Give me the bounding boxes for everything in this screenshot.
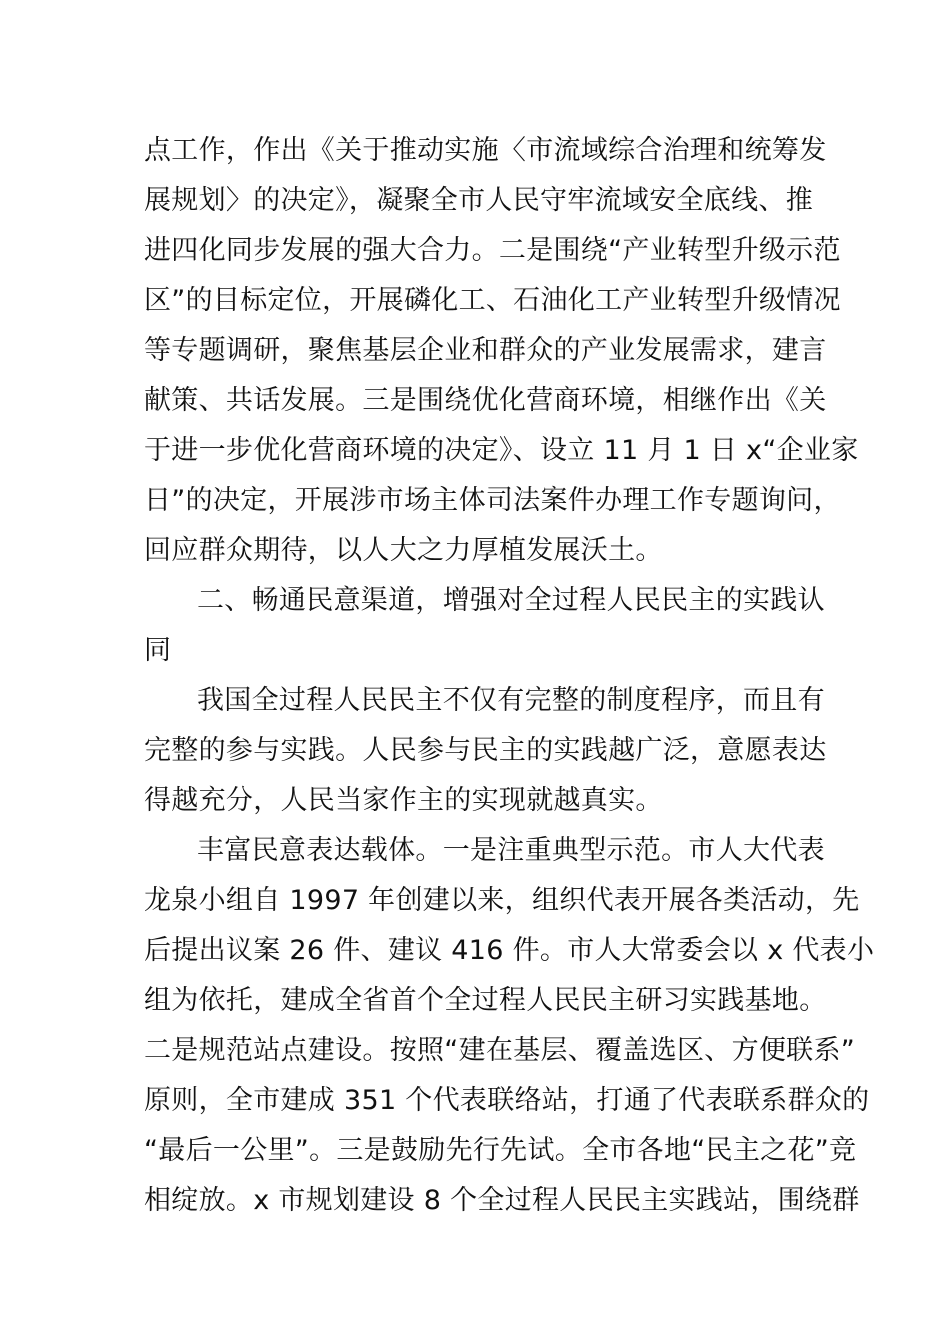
text-line: 完整的参与实践。人民参与民主的实践越广泛，意愿表达 [144,735,827,766]
text-line: 献策、共话发展。三是围绕优化营商环境，相继作出《关 [144,385,827,416]
text-line: 龙泉小组自 1997 年创建以来，组织代表开展各类活动，先 [144,885,860,916]
text-line: 我国全过程人民民主不仅有完整的制度程序，而且有 [197,685,825,716]
text-line: 等专题调研，聚焦基层企业和群众的产业发展需求，建言 [144,335,827,366]
text-line: 原则，全市建成 351 个代表联络站，打通了代表联系群众的 [144,1085,870,1116]
section-heading-line: 二、畅通民意渠道，增强对全过程人民民主的实践认 [197,585,825,616]
text-line: 于进一步优化营商环境的决定》、设立 11 月 1 日 x“企业家 [144,435,859,466]
text-line: 后提出议案 26 件、建议 416 件。市人大常委会以 x 代表小 [144,935,875,966]
section-heading-line: 同 [144,635,172,666]
text-line: 进四化同步发展的强大合力。二是围绕“产业转型升级示范 [144,235,841,266]
text-line: “最后一公里”。三是鼓励先行先试。全市各地“民主之花”竞 [144,1135,857,1166]
text-line: 组为依托，建成全省首个全过程人民民主研习实践基地。 [144,985,827,1016]
text-line: 丰富民意表达载体。一是注重典型示范。市人大代表 [197,835,825,866]
text-line: 点工作，作出《关于推动实施〈市流域综合治理和统筹发 [144,135,827,166]
text-line: 相绽放。x 市规划建设 8 个全过程人民民主实践站，围绕群 [144,1185,860,1216]
text-line: 日”的决定，开展涉市场主体司法案件办理工作专题询问， [144,485,841,516]
text-line: 回应群众期待，以人大之力厚植发展沃土。 [144,535,663,566]
text-line: 二是规范站点建设。按照“建在基层、覆盖选区、方便联系” [144,1035,856,1066]
text-line: 得越充分，人民当家作主的实现就越真实。 [144,785,663,816]
text-line: 区”的目标定位，开展磷化工、石油化工产业转型升级情况 [144,285,841,316]
text-line: 展规划〉的决定》，凝聚全市人民守牢流域安全底线、推 [144,185,813,216]
